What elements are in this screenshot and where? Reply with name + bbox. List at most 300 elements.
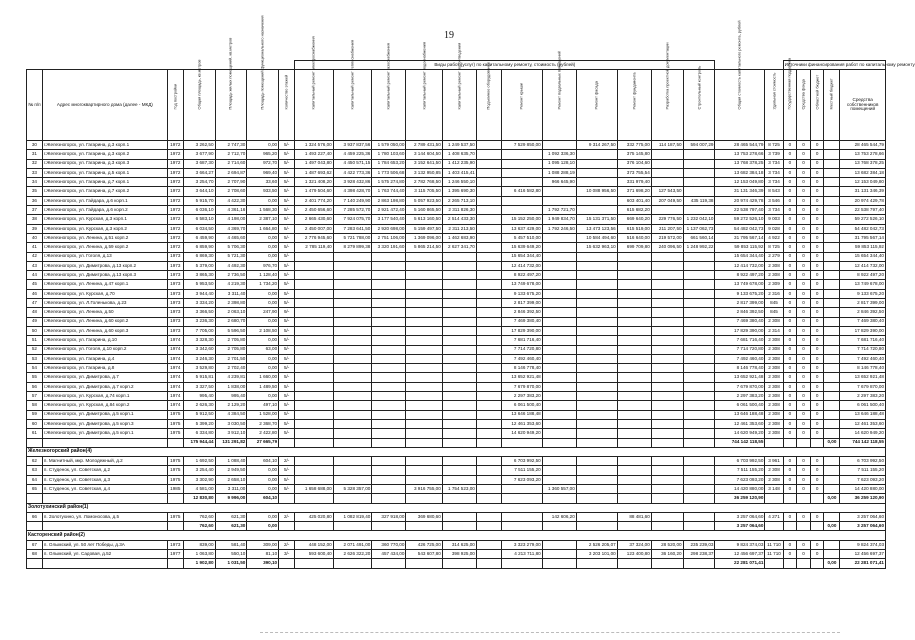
row-work-w2: 4 459 225,36 bbox=[333, 150, 372, 159]
row-work-w7: 12 414 732,00 bbox=[501, 261, 542, 270]
row-floors: 5/- bbox=[279, 382, 295, 391]
row-floors: 2/- bbox=[279, 512, 295, 521]
row-total-cost: 12 461 353,60 bbox=[715, 419, 765, 428]
header-area-res: Площадь жилых помещений, кв.метров bbox=[227, 37, 233, 110]
row-fund-empty bbox=[824, 299, 840, 308]
row-work-w5 bbox=[442, 401, 476, 410]
row-work-w8 bbox=[542, 243, 576, 252]
row-work-w9 bbox=[576, 419, 617, 428]
row-work-w1: 2 450 656,60 bbox=[295, 206, 334, 215]
row-work-w4: 5 159 497,50 bbox=[406, 224, 442, 233]
row-work-w12 bbox=[683, 354, 715, 363]
row-fund-zero: 0 bbox=[783, 550, 797, 559]
row-fund-empty bbox=[824, 550, 840, 559]
row-work-w11 bbox=[651, 392, 683, 401]
row-work-w2 bbox=[333, 308, 372, 317]
row-area-functional: 0,00 bbox=[247, 141, 279, 150]
row-work-w2 bbox=[333, 252, 372, 261]
row-fund-zero: 0 bbox=[797, 336, 811, 345]
row-owner-funds: 14 620 949,20 bbox=[840, 429, 886, 438]
row-work-w6 bbox=[476, 261, 501, 270]
row-work-w6 bbox=[476, 550, 501, 559]
row-work-w7: 2 846 392,50 bbox=[501, 308, 542, 317]
subtotal-zero: 0,00 bbox=[824, 494, 840, 503]
row-work-w3: 2 751 106,00 bbox=[372, 233, 406, 242]
row-work-w6 bbox=[476, 392, 501, 401]
row-work-w10 bbox=[617, 261, 651, 270]
row-work-w9: 9 314 267,50 bbox=[576, 141, 617, 150]
row-address: п. Олымский, ул. Садовая, д.52 bbox=[42, 550, 167, 559]
row-fund-zero: 0 bbox=[783, 206, 797, 215]
subtotal-empty bbox=[372, 559, 406, 568]
row-number: 48 bbox=[27, 308, 43, 317]
row-work-w9 bbox=[576, 289, 617, 298]
row-work-w9 bbox=[576, 410, 617, 419]
table-row bbox=[27, 392, 886, 401]
header-w8: Ремонт подвальных помещений bbox=[556, 51, 562, 110]
row-address: п. Магнитный, мкр. Молодежный, д.2 bbox=[42, 457, 167, 466]
table-row bbox=[27, 150, 886, 159]
row-year: 1972 bbox=[167, 206, 183, 215]
row-work-w10 bbox=[617, 466, 651, 475]
row-work-w12 bbox=[683, 187, 715, 196]
row-fund-zero: 0 bbox=[797, 429, 811, 438]
funding-group-header: Источники финансирования работ по капитальному ремонту bbox=[783, 61, 885, 70]
subtotal-empty bbox=[542, 494, 576, 503]
table-row bbox=[27, 308, 886, 317]
subtotal-empty bbox=[576, 494, 617, 503]
subtotal-empty bbox=[295, 494, 334, 503]
row-work-w11: 28 520,00 bbox=[651, 540, 683, 549]
row-area: 3 342,60 bbox=[183, 345, 215, 354]
row-area: 3 302,90 bbox=[183, 475, 215, 484]
row-fund-zero: 0 bbox=[810, 308, 824, 317]
row-work-w7: 13 652 921,48 bbox=[501, 373, 542, 382]
subtotal-empty bbox=[797, 559, 811, 568]
row-work-w8 bbox=[542, 540, 576, 549]
subtotal-empty bbox=[683, 559, 715, 568]
row-area-residential: 3 030,50 bbox=[215, 419, 247, 428]
row-work-w2 bbox=[333, 429, 372, 438]
header-w10: Ремонт фундамента bbox=[631, 72, 637, 110]
row-work-w1: 1 321 408,20 bbox=[295, 178, 334, 187]
row-address: п. Студенок, ул. Советская, д.4 bbox=[42, 484, 167, 493]
row-fund-zero: 0 bbox=[783, 150, 797, 159]
row-area: 3 254,40 bbox=[183, 466, 215, 475]
row-fund-empty bbox=[824, 419, 840, 428]
row-work-w1: 448 152,00 bbox=[295, 540, 334, 549]
row-work-w11 bbox=[651, 475, 683, 484]
row-number: 37 bbox=[27, 206, 43, 215]
row-fund-zero: 0 bbox=[797, 168, 811, 177]
header-unit: Удельная стоимость bbox=[771, 72, 777, 110]
row-floors: 5/- bbox=[279, 419, 295, 428]
row-number: 51 bbox=[27, 336, 43, 345]
row-year: 1974 bbox=[167, 336, 183, 345]
row-work-w11 bbox=[651, 289, 683, 298]
row-work-w3 bbox=[372, 484, 406, 493]
row-fund-zero: 0 bbox=[810, 150, 824, 159]
row-work-w11 bbox=[651, 354, 683, 363]
subtotal-empty bbox=[651, 494, 683, 503]
row-work-w7: 8 922 497,20 bbox=[501, 271, 542, 280]
row-work-w12 bbox=[683, 299, 715, 308]
row-work-w11 bbox=[651, 345, 683, 354]
row-number: 46 bbox=[27, 289, 43, 298]
row-work-w12 bbox=[683, 512, 715, 521]
row-fund-zero: 0 bbox=[783, 382, 797, 391]
row-work-w4: 5 160 865,50 bbox=[406, 206, 442, 215]
row-fund-zero: 0 bbox=[797, 364, 811, 373]
table-row bbox=[27, 364, 886, 373]
row-work-w9 bbox=[576, 317, 617, 326]
row-total-cost: 20 974 429,78 bbox=[715, 196, 765, 205]
district-header-row bbox=[27, 503, 886, 512]
row-fund-empty bbox=[824, 466, 840, 475]
row-work-w4 bbox=[406, 382, 442, 391]
row-work-w10: 376 104,60 bbox=[617, 159, 651, 168]
row-work-w2 bbox=[333, 261, 372, 270]
row-work-w8 bbox=[542, 261, 576, 270]
row-area-residential: 621,30 bbox=[215, 512, 247, 521]
row-area: 7 705,00 bbox=[183, 326, 215, 335]
row-work-w9 bbox=[576, 178, 617, 187]
row-work-w1: 1 324 576,00 bbox=[295, 141, 334, 150]
table-body bbox=[27, 141, 886, 569]
row-fund-zero: 0 bbox=[810, 299, 824, 308]
row-area: 6 334,80 bbox=[183, 429, 215, 438]
row-fund-zero: 0 bbox=[810, 261, 824, 270]
row-owner-funds: 6 703 992,50 bbox=[840, 457, 886, 466]
row-fund-zero: 0 bbox=[783, 336, 797, 345]
row-area-residential: 4 198,00 bbox=[215, 215, 247, 224]
row-work-w3: 1 579 050,00 bbox=[372, 141, 406, 150]
row-work-w10: 332 775,00 bbox=[617, 141, 651, 150]
row-work-w9 bbox=[576, 457, 617, 466]
row-fund-zero: 0 bbox=[810, 326, 824, 335]
row-work-w3 bbox=[372, 308, 406, 317]
row-work-w1 bbox=[295, 457, 334, 466]
row-total-cost: 15 654 344,40 bbox=[715, 252, 765, 261]
row-work-w4: 1 369 096,00 bbox=[406, 233, 442, 242]
row-work-w7: 15 639 649,20 bbox=[501, 243, 542, 252]
row-number: 42 bbox=[27, 252, 43, 261]
row-work-w6 bbox=[476, 178, 501, 187]
row-work-w5: 2 514 433,30 bbox=[442, 215, 476, 224]
row-fund-zero: 0 bbox=[797, 484, 811, 493]
row-work-w6 bbox=[476, 168, 501, 177]
row-work-w8 bbox=[542, 475, 576, 484]
subtotal-area-functional: 604,10 bbox=[247, 494, 279, 503]
row-fund-zero: 0 bbox=[797, 308, 811, 317]
row-work-w1 bbox=[295, 401, 334, 410]
subtotal-empty bbox=[810, 438, 824, 447]
row-work-w5 bbox=[442, 429, 476, 438]
row-work-w2: 4 450 571,15 bbox=[333, 159, 372, 168]
row-work-w3: 1 773 506,68 bbox=[372, 168, 406, 177]
row-address: п. Олымский, ул. 50 лет Победы, д.3А bbox=[42, 540, 167, 549]
row-year: 1977 bbox=[167, 550, 183, 559]
row-year: 1973 bbox=[167, 308, 183, 317]
row-work-w3: 2 921 472,40 bbox=[372, 206, 406, 215]
row-total-cost: 3 257 064,60 bbox=[715, 512, 765, 521]
row-work-w2 bbox=[333, 326, 372, 335]
row-area: 2 626,30 bbox=[183, 401, 215, 410]
row-total-cost: 2 846 392,50 bbox=[715, 308, 765, 317]
row-work-w12: 1 232 042,10 bbox=[683, 215, 715, 224]
row-work-w12 bbox=[683, 252, 715, 261]
row-work-w6 bbox=[476, 457, 501, 466]
row-owner-funds: 14 420 880,00 bbox=[840, 484, 886, 493]
row-work-w4: 3 144 604,50 bbox=[406, 150, 442, 159]
row-number: 67 bbox=[27, 540, 43, 549]
row-fund-zero: 0 bbox=[810, 168, 824, 177]
row-work-w3 bbox=[372, 410, 406, 419]
row-work-w9 bbox=[576, 382, 617, 391]
row-work-w1 bbox=[295, 373, 334, 382]
row-owner-funds: 7 511 155,20 bbox=[840, 466, 886, 475]
row-work-w4 bbox=[406, 466, 442, 475]
row-number: 52 bbox=[27, 345, 43, 354]
row-work-w3 bbox=[372, 429, 406, 438]
subtotal-empty bbox=[42, 559, 167, 568]
row-work-w1: 2 785 119,40 bbox=[295, 243, 334, 252]
row-area-functional: 0,00 bbox=[247, 336, 279, 345]
row-work-w7 bbox=[501, 150, 542, 159]
subtotal-empty bbox=[810, 559, 824, 568]
row-fund-empty bbox=[824, 354, 840, 363]
row-floors: 5/- bbox=[279, 466, 295, 475]
row-work-w6 bbox=[476, 540, 501, 549]
row-work-w10 bbox=[617, 475, 651, 484]
row-work-w5 bbox=[442, 475, 476, 484]
row-work-w2 bbox=[333, 475, 372, 484]
row-work-w8 bbox=[542, 252, 576, 261]
row-area-residential: 2 736,50 bbox=[215, 271, 247, 280]
row-work-w12 bbox=[683, 373, 715, 382]
row-work-w1 bbox=[295, 336, 334, 345]
row-fund-empty bbox=[824, 512, 840, 521]
row-floors: 5/- bbox=[279, 484, 295, 493]
row-unit-cost: 2 279 bbox=[765, 252, 783, 261]
row-work-w10 bbox=[617, 271, 651, 280]
row-fund-zero: 0 bbox=[797, 345, 811, 354]
row-number: 39 bbox=[27, 224, 43, 233]
row-work-w3: 3 320 191,60 bbox=[372, 243, 406, 252]
row-work-w8 bbox=[542, 466, 576, 475]
row-work-w6 bbox=[476, 206, 501, 215]
row-work-w3 bbox=[372, 345, 406, 354]
row-work-w2: 5 328 357,00 bbox=[333, 484, 372, 493]
row-area-residential: 2 063,10 bbox=[215, 308, 247, 317]
header-f2: Средства фонда bbox=[800, 79, 806, 110]
header-num: № п/п bbox=[27, 70, 43, 141]
row-year: 1985 bbox=[167, 484, 183, 493]
row-work-w12: 1 248 992,22 bbox=[683, 243, 715, 252]
row-work-w1 bbox=[295, 429, 334, 438]
row-owner-funds: 7 492 460,40 bbox=[840, 354, 886, 363]
subtotal-row bbox=[27, 494, 886, 503]
row-fund-empty bbox=[824, 382, 840, 391]
row-work-w6 bbox=[476, 280, 501, 289]
row-area: 6 869,30 bbox=[183, 252, 215, 261]
subtotal-row bbox=[27, 559, 886, 568]
subtotal-empty bbox=[279, 522, 295, 531]
row-total-cost: 13 749 678,00 bbox=[715, 280, 765, 289]
row-number: 31 bbox=[27, 150, 43, 159]
subtotal-empty bbox=[617, 559, 651, 568]
row-work-w12 bbox=[683, 345, 715, 354]
row-area: 3 366,50 bbox=[183, 308, 215, 317]
row-work-w12: 435 119,38 bbox=[683, 196, 715, 205]
row-unit-cost: 3 734 bbox=[765, 206, 783, 215]
row-fund-zero: 0 bbox=[797, 410, 811, 419]
row-work-w6 bbox=[476, 429, 501, 438]
row-work-w11 bbox=[651, 299, 683, 308]
row-area-functional: 0,00 bbox=[247, 512, 279, 521]
row-work-w4 bbox=[406, 336, 442, 345]
subtotal-empty bbox=[651, 559, 683, 568]
row-total-cost: 6 703 992,50 bbox=[715, 457, 765, 466]
row-year: 1974 bbox=[167, 382, 183, 391]
row-area-functional: 0,00 bbox=[247, 354, 279, 363]
row-work-w12 bbox=[683, 150, 715, 159]
row-owner-funds: 9 133 675,20 bbox=[840, 289, 886, 298]
row-work-w1 bbox=[295, 354, 334, 363]
row-floors: 5/- bbox=[279, 289, 295, 298]
row-work-w6 bbox=[476, 196, 501, 205]
row-work-w8 bbox=[542, 392, 576, 401]
row-unit-cost: 2 308 bbox=[765, 271, 783, 280]
row-fund-zero: 0 bbox=[797, 550, 811, 559]
row-work-w8: 966 645,90 bbox=[542, 178, 576, 187]
row-fund-empty bbox=[824, 271, 840, 280]
row-work-w11 bbox=[651, 457, 683, 466]
row-floors: 5/- bbox=[279, 392, 295, 401]
row-owner-funds: 12 414 732,00 bbox=[840, 261, 886, 270]
row-work-w7: 6 061 500,40 bbox=[501, 401, 542, 410]
row-fund-zero: 0 bbox=[810, 419, 824, 428]
row-work-w10: 615 519,00 bbox=[617, 224, 651, 233]
row-fund-empty bbox=[824, 187, 840, 196]
row-work-w4: 5 865 214,50 bbox=[406, 243, 442, 252]
row-work-w12 bbox=[683, 336, 715, 345]
table-row bbox=[27, 233, 886, 242]
row-work-w6 bbox=[476, 187, 501, 196]
row-floors: 5/- bbox=[279, 233, 295, 242]
row-number: 58 bbox=[27, 401, 43, 410]
row-work-w4 bbox=[406, 345, 442, 354]
row-work-w8 bbox=[542, 410, 576, 419]
row-unit-cost: 2 308 bbox=[765, 373, 783, 382]
subtotal-empty bbox=[42, 438, 167, 447]
row-work-w3 bbox=[372, 271, 406, 280]
row-area: 1 063,80 bbox=[183, 550, 215, 559]
subtotal-owner-funds: 22 281 071,41 bbox=[840, 559, 886, 568]
row-unit-cost: 3 734 bbox=[765, 178, 783, 187]
row-work-w11 bbox=[651, 326, 683, 335]
row-work-w9 bbox=[576, 373, 617, 382]
row-work-w7: 15 152 250,00 bbox=[501, 215, 542, 224]
row-work-w2 bbox=[333, 354, 372, 363]
row-owner-funds: 28 465 544,79 bbox=[840, 141, 886, 150]
row-address: г.Железногорск, ул. Курская, д.84 корп.2 bbox=[42, 401, 167, 410]
row-owner-funds: 12 456 697,37 bbox=[840, 550, 886, 559]
row-work-w9 bbox=[576, 484, 617, 493]
row-fund-empty bbox=[824, 475, 840, 484]
row-work-w8: 1 092 336,30 bbox=[542, 150, 576, 159]
row-work-w9 bbox=[576, 512, 617, 521]
row-fund-empty bbox=[824, 364, 840, 373]
row-work-w4 bbox=[406, 475, 442, 484]
row-work-w1 bbox=[295, 317, 334, 326]
subtotal-empty bbox=[617, 438, 651, 447]
row-owner-funds: 8 922 497,20 bbox=[840, 271, 886, 280]
row-work-w11 bbox=[651, 512, 683, 521]
page-bottom-edge bbox=[260, 632, 840, 637]
row-area-functional: 933,50 bbox=[247, 187, 279, 196]
row-work-w8 bbox=[542, 401, 576, 410]
row-fund-empty bbox=[824, 373, 840, 382]
row-work-w9 bbox=[576, 336, 617, 345]
row-work-w1: 1 493 227,40 bbox=[295, 150, 334, 159]
row-fund-zero: 0 bbox=[810, 178, 824, 187]
row-unit-cost: 3 734 bbox=[765, 159, 783, 168]
row-fund-zero: 0 bbox=[797, 289, 811, 298]
page-number: 19 bbox=[444, 30, 454, 41]
row-work-w9 bbox=[576, 206, 617, 215]
subtotal-area-functional: 0,00 bbox=[247, 522, 279, 531]
row-owner-funds: 13 749 678,00 bbox=[840, 280, 886, 289]
row-fund-zero: 0 bbox=[810, 196, 824, 205]
row-work-w11 bbox=[651, 373, 683, 382]
header-area-func: Площадь помещений функционального назначения bbox=[259, 15, 265, 110]
row-number: 45 bbox=[27, 280, 43, 289]
row-fund-zero: 0 bbox=[810, 243, 824, 252]
row-year: 1973 bbox=[167, 326, 183, 335]
row-area-functional: 972,70 bbox=[247, 159, 279, 168]
row-work-w2: 2 626 322,20 bbox=[333, 550, 372, 559]
subtotal-area: 1 902,80 bbox=[183, 559, 215, 568]
subtotal-owner-funds: 744 142 118,55 bbox=[840, 438, 886, 447]
row-floors: 5/- bbox=[279, 280, 295, 289]
row-work-w2 bbox=[333, 299, 372, 308]
row-address: г.Железногорск, ул. Димитрова, д.7 bbox=[42, 373, 167, 382]
subtotal-area-functional: 27 665,79 bbox=[247, 438, 279, 447]
row-fund-zero: 0 bbox=[797, 512, 811, 521]
subtotal-empty bbox=[797, 522, 811, 531]
row-work-w5 bbox=[442, 308, 476, 317]
row-work-w1 bbox=[295, 308, 334, 317]
table-row bbox=[27, 196, 886, 205]
subtotal-empty bbox=[476, 522, 501, 531]
subtotal-empty bbox=[476, 438, 501, 447]
row-work-w3: 327 918,00 bbox=[372, 512, 406, 521]
row-work-w3 bbox=[372, 392, 406, 401]
row-work-w4 bbox=[406, 364, 442, 373]
row-number: 68 bbox=[27, 550, 43, 559]
row-area-residential: 5 596,50 bbox=[215, 326, 247, 335]
subtotal-empty bbox=[576, 522, 617, 531]
row-work-w12 bbox=[683, 382, 715, 391]
row-number: 62 bbox=[27, 457, 43, 466]
row-work-w12 bbox=[683, 178, 715, 187]
subtotal-row bbox=[27, 522, 886, 531]
row-fund-zero: 0 bbox=[783, 159, 797, 168]
row-area-functional: 1 128,40 bbox=[247, 271, 279, 280]
row-total-cost: 59 272 526,10 bbox=[715, 215, 765, 224]
row-number: 56 bbox=[27, 382, 43, 391]
